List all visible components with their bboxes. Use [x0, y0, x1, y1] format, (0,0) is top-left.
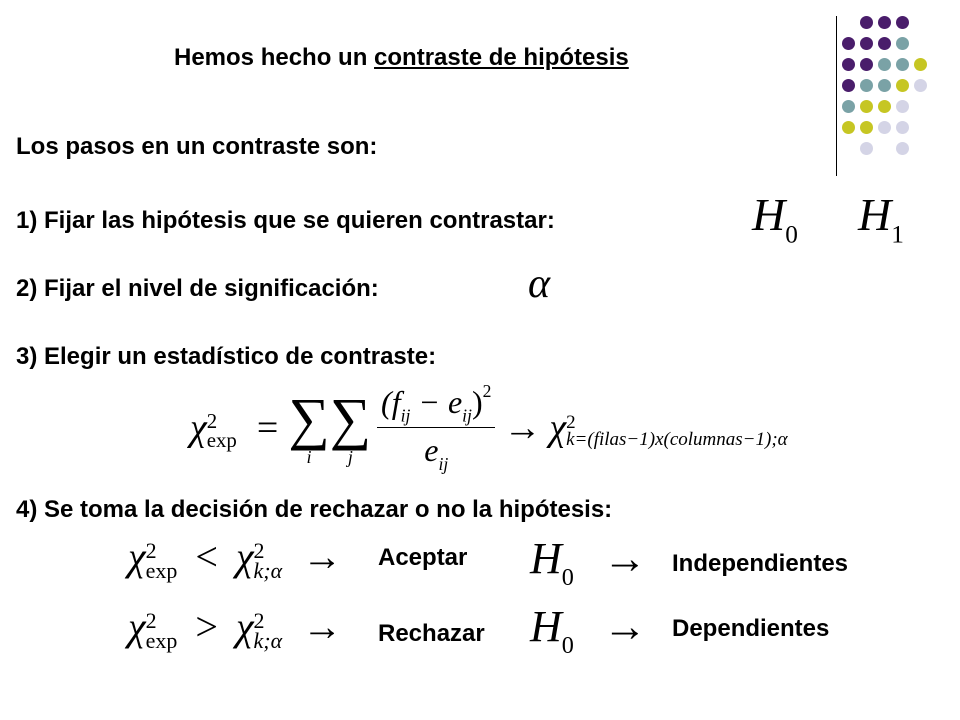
h1-symbol: $H_1$ — [858, 189, 904, 249]
decorative-dot — [878, 121, 891, 134]
step-2-text: 2) Fijar el nivel de significación: — [16, 275, 379, 302]
decorative-dot — [896, 100, 909, 113]
reject-condition: χ 2 exp > χ 2 k;α → — [128, 604, 343, 653]
decorative-dot — [896, 16, 909, 29]
accept-h0: $H_0$ → — [530, 534, 647, 592]
decorative-dot — [896, 37, 909, 50]
sum-i: ∑ i — [288, 386, 330, 467]
decorative-dot — [896, 58, 909, 71]
decorative-dot — [878, 100, 891, 113]
chi-exp: χ 2 exp — [190, 406, 237, 453]
reject-h0: $H_0$ → — [530, 602, 647, 660]
decorative-dot — [914, 58, 927, 71]
decorative-dot — [878, 79, 891, 92]
h0-symbol: $H_0$ — [752, 189, 798, 249]
decorative-dot — [878, 58, 891, 71]
decorative-dot — [842, 58, 855, 71]
step-1-text: 1) Fijar las hipótesis que se quieren contrastar: — [16, 207, 555, 234]
decorative-dot — [860, 16, 873, 29]
accept-condition: χ 2 exp < χ 2 k;α → — [128, 534, 343, 583]
decorative-dot — [860, 142, 873, 155]
reject-label: Rechazar — [378, 620, 485, 647]
dependent-label: Dependientes — [672, 615, 830, 642]
intro-text: Los pasos en un contraste son: — [16, 133, 378, 160]
step-4-text: 4) Se toma la decisión de rechazar o no la hipótesis: — [16, 496, 613, 523]
decorative-dot — [860, 121, 873, 134]
decorative-dot — [896, 79, 909, 92]
vertical-divider — [836, 16, 837, 176]
chi-distribution: χ 2 k=(filas−1)x(columnas−1);α — [549, 407, 788, 451]
decorative-dot — [860, 100, 873, 113]
decorative-dot — [896, 142, 909, 155]
decorative-dot — [860, 79, 873, 92]
title-underlined: contraste de hipótesis — [374, 44, 629, 71]
decorative-dot — [842, 79, 855, 92]
decorative-dot — [896, 121, 909, 134]
chi-square-formula: χ 2 exp = ∑ i ∑ j $\frac{(f_{ij} - e_{ij})^2}{e_{ij}}$ → χ 2 k=(filas−1)x(columnas−1);α — [190, 381, 788, 474]
accept-label: Aceptar — [378, 544, 468, 571]
decorative-dot — [842, 37, 855, 50]
slide-title — [174, 44, 629, 72]
sum-j: ∑ j — [329, 386, 372, 467]
alpha-symbol: α — [528, 261, 551, 307]
title-prefix: Hemos hecho un — [174, 44, 375, 71]
fraction: $\frac{(f_{ij} - e_{ij})^2}{e_{ij}}$ — [377, 381, 495, 474]
independent-label: Independientes — [672, 550, 849, 577]
decorative-dot — [842, 121, 855, 134]
decorative-dot — [878, 16, 891, 29]
decorative-dot — [878, 37, 891, 50]
decorative-dot — [842, 100, 855, 113]
step-3-text: 3) Elegir un estadístico de contraste: — [16, 343, 437, 370]
decorative-dot — [860, 58, 873, 71]
decorative-dot — [914, 79, 927, 92]
decorative-dot — [860, 37, 873, 50]
